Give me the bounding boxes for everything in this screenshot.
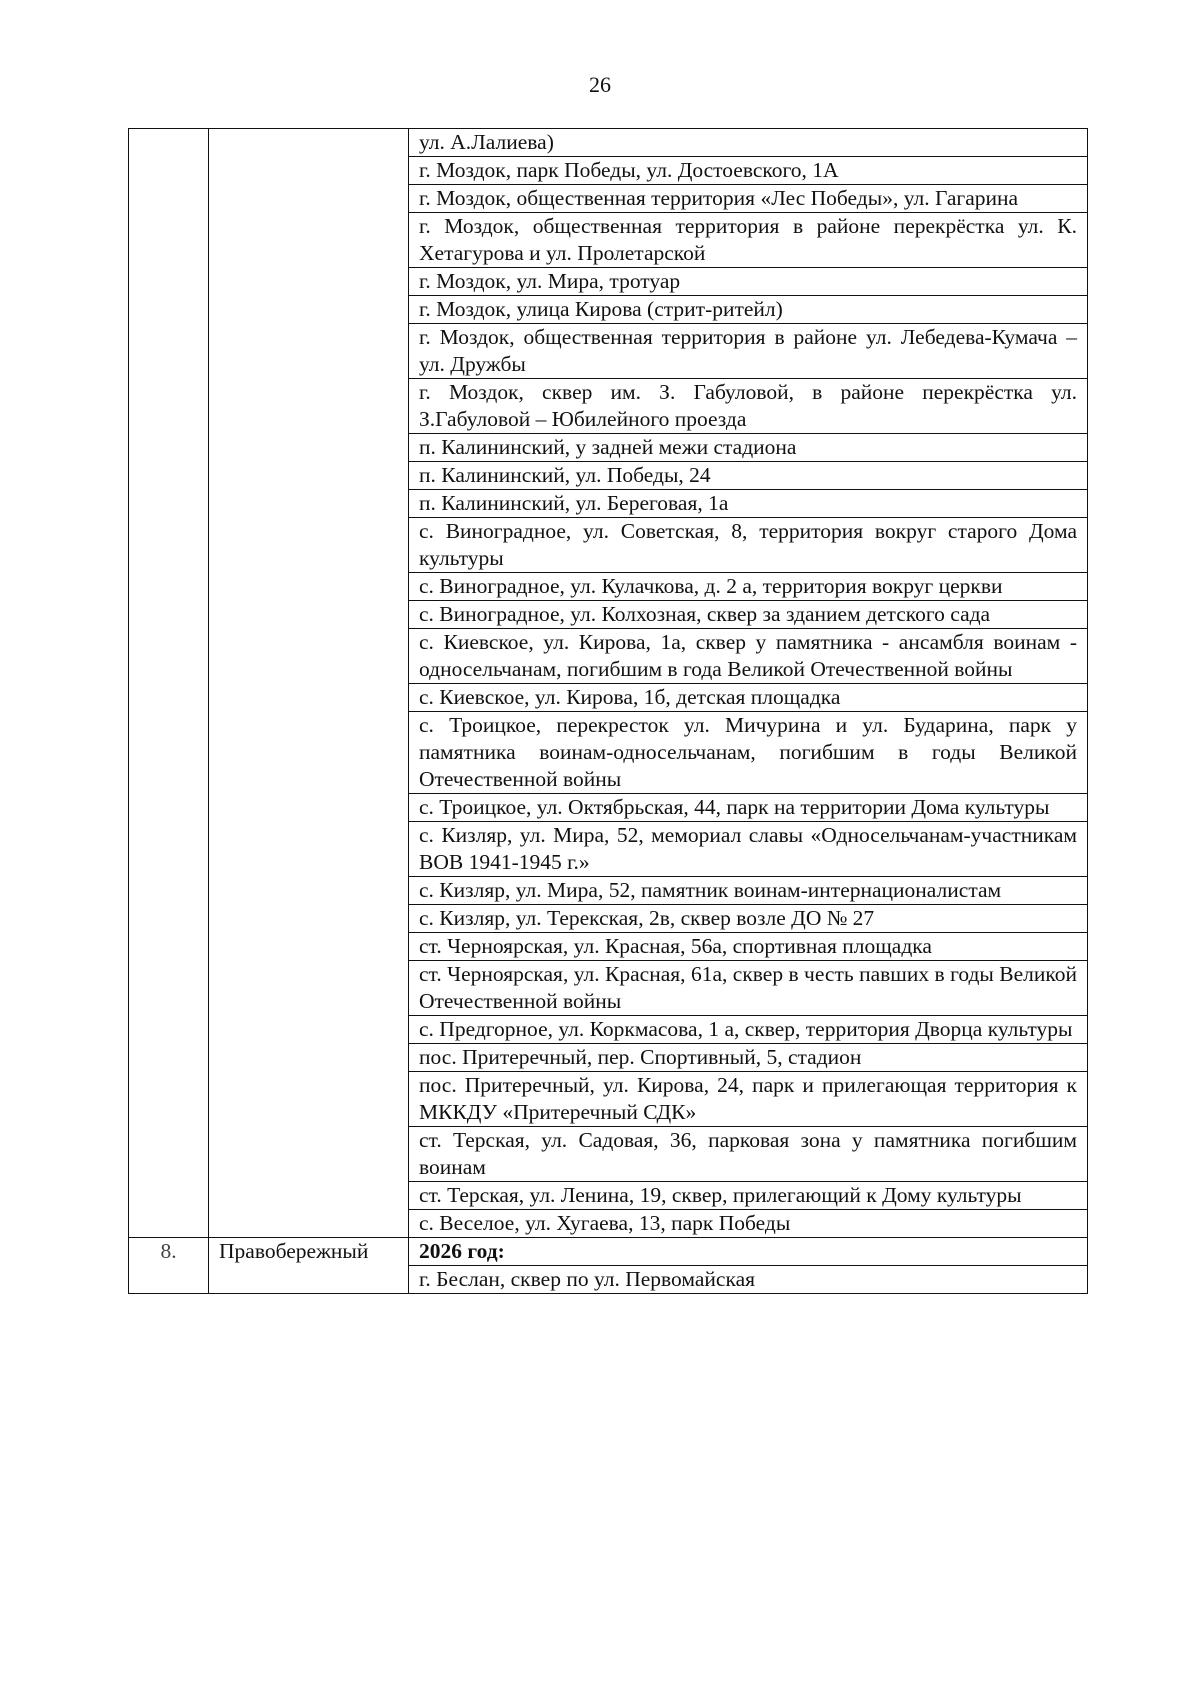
address-cell: с. Виноградное, ул. Кулачкова, д. 2 а, территория вокруг церкви [409,573,1088,601]
address-cell: п. Калининский, у задней межи стадиона [409,434,1088,462]
address-cell: п. Калининский, ул. Победы, 24 [409,462,1088,490]
address-cell: г. Моздок, общественная территория в районе перекрёстка ул. К. Хетагурова и ул. Пролетарской [409,213,1088,268]
section-number: 8. [129,1238,209,1294]
address-cell: с. Предгорное, ул. Коркмасова, 1 а, сквер, территория Дворца культуры [409,1016,1088,1044]
address-cell: с. Троицкое, перекресток ул. Мичурина и ул. Бударина, парк у памятника воинам-односельчанам, погибшим в годы Великой Отечественной войны [409,712,1088,794]
district-cell-continued [209,129,409,1238]
year-heading: 2026 год: [409,1238,1088,1266]
address-cell: с. Киевское, ул. Кирова, 1а, сквер у памятника - ансамбля воинам - односельчанам, погибшим в года Великой Отечественной войны [409,629,1088,684]
address-cell: г. Беслан, сквер по ул. Первомайская [409,1266,1088,1294]
address-cell: г. Моздок, улица Кирова (стрит-ритейл) [409,296,1088,324]
address-cell: г. Моздок, ул. Мира, тротуар [409,268,1088,296]
address-cell: ст. Черноярская, ул. Красная, 61а, сквер в честь павших в годы Великой Отечественной войны [409,961,1088,1016]
address-cell: ул. А.Лалиева) [409,129,1088,157]
address-cell: ст. Терская, ул. Ленина, 19, сквер, прилегающий к Дому культуры [409,1182,1088,1210]
territories-table [128,128,1088,1294]
address-cell: ст. Черноярская, ул. Красная, 56а, спортивная площадка [409,933,1088,961]
address-cell: с. Троицкое, ул. Октябрьская, 44, парк на территории Дома культуры [409,794,1088,822]
address-cell: ст. Терская, ул. Садовая, 36, парковая зона у памятника погибшим воинам [409,1127,1088,1182]
address-cell: п. Калининский, ул. Береговая, 1а [409,490,1088,518]
address-cell: с. Виноградное, ул. Советская, 8, территория вокруг старого Дома культуры [409,518,1088,573]
district-name: Правобережный [209,1238,409,1294]
address-cell: с. Кизляр, ул. Терекская, 2в, сквер возле ДО № 27 [409,905,1088,933]
address-cell: г. Моздок, общественная территория «Лес Победы», ул. Гагарина [409,185,1088,213]
address-cell: с. Виноградное, ул. Колхозная, сквер за зданием детского сада [409,601,1088,629]
address-cell: г. Моздок, сквер им. З. Габуловой, в районе перекрёстка ул. З.Габуловой – Юбилейного проезда [409,379,1088,434]
address-cell: с. Кизляр, ул. Мира, 52, памятник воинам-интернационалистам [409,877,1088,905]
address-cell: г. Моздок, общественная территория в районе ул. Лебедева-Кумача – ул. Дружбы [409,324,1088,379]
address-cell: с. Кизляр, ул. Мира, 52, мемориал славы «Односельчанам-участникам ВОВ 1941-1945 г.» [409,822,1088,877]
address-cell: г. Моздок, парк Победы, ул. Достоевского, 1А [409,157,1088,185]
page-number: 26 [589,72,611,97]
address-cell: с. Киевское, ул. Кирова, 1б, детская площадка [409,684,1088,712]
number-cell-continued [129,129,209,1238]
address-cell: пос. Притеречный, пер. Спортивный, 5, стадион [409,1044,1088,1072]
address-cell: с. Веселое, ул. Хугаева, 13, парк Победы [409,1210,1088,1238]
address-cell: пос. Притеречный, ул. Кирова, 24, парк и прилегающая территория к МККДУ «Притеречный СДК» [409,1072,1088,1127]
